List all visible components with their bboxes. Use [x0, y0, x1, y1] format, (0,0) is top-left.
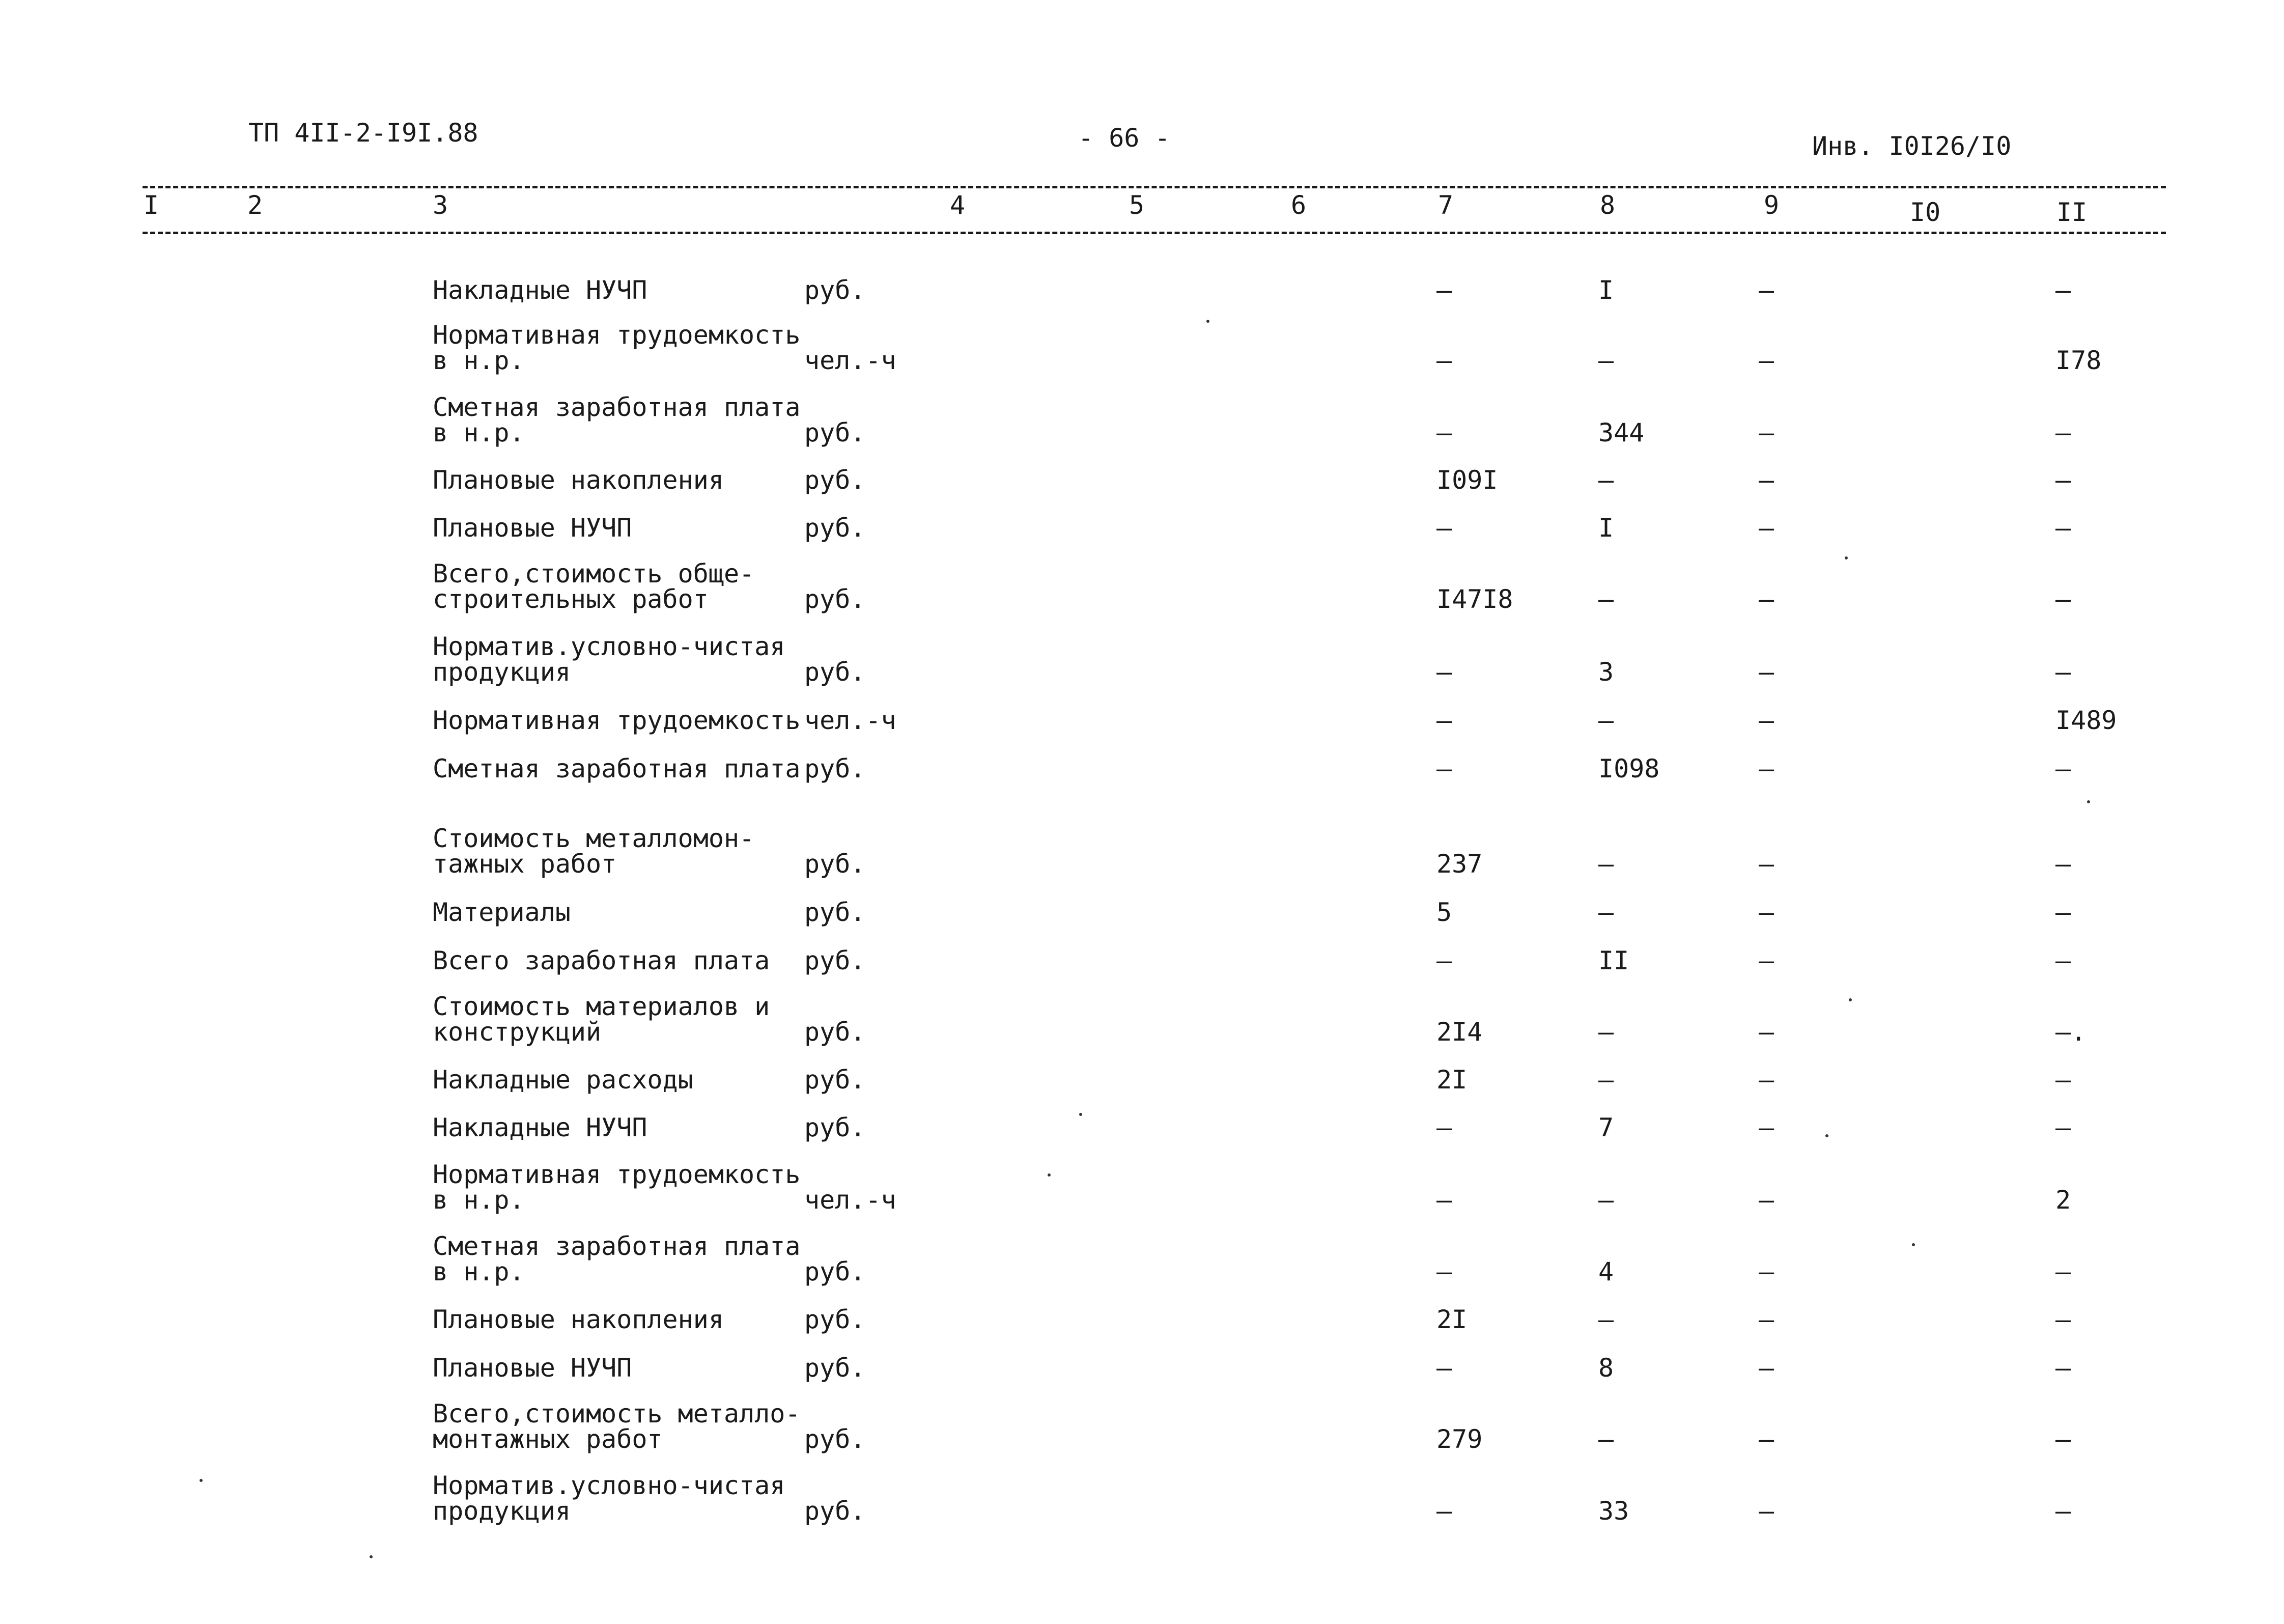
column-9-cell: – [1759, 1017, 1774, 1047]
table-row [0, 1152, 2284, 1213]
header-rule-top [143, 186, 2166, 188]
table-row [0, 912, 2284, 973]
column-7-cell: 2I4 [1436, 1017, 1483, 1047]
column-7-cell: – [1436, 418, 1452, 447]
column-9-cell: – [1759, 1424, 1774, 1454]
column-11-cell: – [2055, 418, 2071, 447]
unit-cell: чел.-ч [804, 1185, 896, 1215]
column-11-cell: – [2055, 1305, 2071, 1334]
row-label-line: Плановые НУЧП [433, 513, 632, 543]
column-8-cell: 3 [1598, 657, 1614, 687]
column-9-cell: – [1759, 898, 1774, 927]
unit-cell: руб. [804, 1496, 866, 1526]
row-label-line: Плановые накопления [433, 1305, 724, 1334]
column-9-cell: – [1759, 513, 1774, 543]
row-label-line: в н.р. [433, 418, 525, 447]
unit-cell: руб. [804, 1257, 866, 1286]
column-11-cell: – [2055, 513, 2071, 543]
row-label-line: строительных работ [433, 584, 709, 614]
column-8-cell: – [1598, 465, 1614, 495]
column-number-2: 2 [247, 190, 263, 220]
row-label-line: Нормативная трудоемкость [433, 320, 801, 350]
unit-cell: руб. [804, 1017, 866, 1047]
column-8-cell: I [1598, 513, 1614, 543]
unit-cell: руб. [804, 1305, 866, 1334]
row-label-line: Нормативная трудоемкость [433, 1160, 801, 1189]
row-label-line: Всего заработная плата [433, 946, 770, 975]
column-number-3: 3 [433, 190, 448, 220]
row-label-line: Накладные НУЧП [433, 1113, 647, 1142]
scan-speck [1849, 998, 1852, 1001]
column-9-cell: – [1759, 706, 1774, 735]
column-11-cell: – [2055, 1424, 2071, 1454]
column-7-cell: – [1436, 346, 1452, 375]
scan-speck [1079, 1113, 1082, 1116]
column-9-cell: – [1759, 584, 1774, 614]
column-7-cell: – [1436, 1353, 1452, 1383]
scan-speck [1825, 1134, 1828, 1137]
row-label-line: Нормативная трудоемкость [433, 706, 801, 735]
column-7-cell: – [1436, 754, 1452, 783]
row-label-line: Всего,стоимость металло- [433, 1399, 801, 1429]
table-row [0, 480, 2284, 541]
table-row [0, 1463, 2284, 1524]
unit-cell: руб. [804, 275, 866, 305]
table-row [0, 242, 2284, 303]
column-number-1: I [144, 190, 159, 220]
unit-cell: руб. [804, 513, 866, 543]
column-number-7: 7 [1438, 190, 1454, 220]
column-number-8: 8 [1600, 190, 1616, 220]
column-7-cell: – [1436, 706, 1452, 735]
table-row [0, 1079, 2284, 1140]
column-number-5: 5 [1129, 190, 1145, 220]
column-number-9: 9 [1764, 190, 1780, 220]
row-label-line: в н.р. [433, 346, 525, 375]
row-label-line: Стоимость материалов и [433, 992, 770, 1021]
column-7-cell: 237 [1436, 849, 1483, 879]
column-8-cell: II [1598, 946, 1629, 975]
column-8-cell: – [1598, 1017, 1614, 1047]
table-row [0, 720, 2284, 781]
table-row [0, 1320, 2284, 1381]
row-label [433, 1115, 647, 1140]
column-11-cell: – [2055, 584, 2071, 614]
column-11-cell: – [2055, 465, 2071, 495]
unit-cell: руб. [804, 754, 866, 783]
unit-cell: руб. [804, 657, 866, 687]
unit-cell: руб. [804, 1353, 866, 1383]
column-11-cell: – [2055, 1113, 2071, 1142]
row-label [433, 1162, 800, 1213]
row-label-line: Плановые НУЧП [433, 1353, 632, 1383]
column-number-10: I0 [1910, 198, 1941, 227]
row-label-line: продукция [433, 657, 571, 687]
column-9-cell: – [1759, 1257, 1774, 1286]
scan-speck [200, 1479, 203, 1482]
row-label [433, 277, 647, 303]
column-8-cell: – [1598, 706, 1614, 735]
column-8-cell: – [1598, 1065, 1614, 1095]
column-11-cell: – [2055, 1353, 2071, 1383]
column-11-cell: – [2055, 754, 2071, 783]
row-label [433, 322, 800, 373]
unit-cell: руб. [804, 849, 866, 879]
scan-speck [2087, 800, 2090, 803]
column-7-cell: – [1436, 275, 1452, 305]
column-9-cell: – [1759, 1065, 1774, 1095]
row-label-line: Накладные НУЧП [433, 275, 647, 305]
column-8-cell: 344 [1598, 418, 1645, 447]
column-8-cell: – [1598, 849, 1614, 879]
unit-cell: руб. [804, 1065, 866, 1095]
column-9-cell: – [1759, 275, 1774, 305]
row-label-line: Стоимость металломон- [433, 824, 755, 853]
column-9-cell: – [1759, 754, 1774, 783]
column-11-cell: – [2055, 275, 2071, 305]
row-label-line: Сметная заработная плата [433, 754, 801, 783]
column-7-cell: I47I8 [1436, 584, 1513, 614]
row-label-line: Норматив.условно-чистая [433, 632, 785, 661]
unit-cell: чел.-ч [804, 706, 896, 735]
row-label-line: в н.р. [433, 1257, 525, 1286]
unit-cell: руб. [804, 584, 866, 614]
row-label [433, 756, 800, 781]
column-7-cell: 279 [1436, 1424, 1483, 1454]
column-11-cell: – [2055, 657, 2071, 687]
column-11-cell: – [2055, 946, 2071, 975]
column-11-cell: – [2055, 1257, 2071, 1286]
unit-cell: руб. [804, 898, 866, 927]
scan-speck [370, 1555, 373, 1558]
column-8-cell: I [1598, 275, 1614, 305]
row-label [433, 1401, 800, 1452]
column-8-cell: 33 [1598, 1496, 1629, 1526]
column-7-cell: – [1436, 946, 1452, 975]
unit-cell: руб. [804, 946, 866, 975]
column-7-cell: I09I [1436, 465, 1498, 495]
column-7-cell: – [1436, 1496, 1452, 1526]
column-number-11: II [2056, 198, 2088, 227]
row-label-line: в н.р. [433, 1185, 525, 1215]
column-11-cell: 2 [2055, 1185, 2071, 1215]
column-8-cell: 4 [1598, 1257, 1614, 1286]
column-9-cell: – [1759, 1113, 1774, 1142]
column-11-cell: I78 [2055, 346, 2102, 375]
unit-cell: чел.-ч [804, 346, 896, 375]
column-8-cell: – [1598, 584, 1614, 614]
column-9-cell: – [1759, 1305, 1774, 1334]
document-code: ТП 4II-2-I9I.88 [248, 118, 478, 148]
row-label-line: Всего,стоимость обще- [433, 559, 755, 589]
column-8-cell: – [1598, 1424, 1614, 1454]
table-row [0, 312, 2284, 373]
unit-cell: руб. [804, 1113, 866, 1142]
row-label-line: продукция [433, 1496, 571, 1526]
row-label-line: Сметная заработная плата [433, 393, 801, 422]
row-label-line: Плановые накопления [433, 465, 724, 495]
column-8-cell: 7 [1598, 1113, 1614, 1142]
table-row [0, 1391, 2284, 1452]
row-label [433, 1355, 632, 1381]
unit-cell: руб. [804, 1424, 866, 1454]
column-7-cell: 5 [1436, 898, 1452, 927]
column-8-cell: – [1598, 346, 1614, 375]
scan-speck [1912, 1243, 1915, 1246]
row-label [433, 561, 754, 612]
column-7-cell: – [1436, 1113, 1452, 1142]
column-8-cell: – [1598, 1305, 1614, 1334]
column-8-cell: – [1598, 1185, 1614, 1215]
row-label-line: тажных работ [433, 849, 617, 879]
column-9-cell: – [1759, 946, 1774, 975]
column-9-cell: – [1759, 346, 1774, 375]
row-label-line: конструкций [433, 1017, 602, 1047]
row-label [433, 515, 632, 541]
row-label [433, 948, 770, 973]
column-8-cell: – [1598, 898, 1614, 927]
column-7-cell: – [1436, 1185, 1452, 1215]
column-11-cell: –. [2055, 1017, 2086, 1047]
scan-speck [1206, 320, 1209, 323]
row-label-line: Накладные расходы [433, 1065, 693, 1095]
column-number-4: 4 [950, 190, 966, 220]
table-row [0, 551, 2284, 612]
unit-cell: руб. [804, 418, 866, 447]
inventory-number: Инв. I0I26/I0 [1812, 131, 2012, 161]
header-rule-bottom [143, 232, 2166, 234]
column-9-cell: – [1759, 1496, 1774, 1526]
column-7-cell: – [1436, 657, 1452, 687]
column-7-cell: – [1436, 1257, 1452, 1286]
column-8-cell: I098 [1598, 754, 1660, 783]
scan-speck [1048, 1173, 1051, 1177]
column-9-cell: – [1759, 1353, 1774, 1383]
column-number-6: 6 [1291, 190, 1307, 220]
row-label [433, 1473, 785, 1524]
column-7-cell: 2I [1436, 1065, 1468, 1095]
unit-cell: руб. [804, 465, 866, 495]
page-number: - 66 - [1078, 123, 1170, 153]
column-11-cell: I489 [2055, 706, 2117, 735]
column-9-cell: – [1759, 1185, 1774, 1215]
column-9-cell: – [1759, 465, 1774, 495]
column-11-cell: – [2055, 898, 2071, 927]
column-9-cell: – [1759, 657, 1774, 687]
scan-speck [1845, 556, 1848, 559]
column-11-cell: – [2055, 1065, 2071, 1095]
row-label-line: Сметная заработная плата [433, 1231, 801, 1261]
column-8-cell: 8 [1598, 1353, 1614, 1383]
column-7-cell: 2I [1436, 1305, 1468, 1334]
row-label-line: монтажных работ [433, 1424, 663, 1454]
row-label-line: Материалы [433, 898, 571, 927]
column-9-cell: – [1759, 849, 1774, 879]
column-7-cell: – [1436, 513, 1452, 543]
column-9-cell: – [1759, 418, 1774, 447]
row-label-line: Норматив.условно-чистая [433, 1471, 785, 1500]
column-11-cell: – [2055, 849, 2071, 879]
column-11-cell: – [2055, 1496, 2071, 1526]
